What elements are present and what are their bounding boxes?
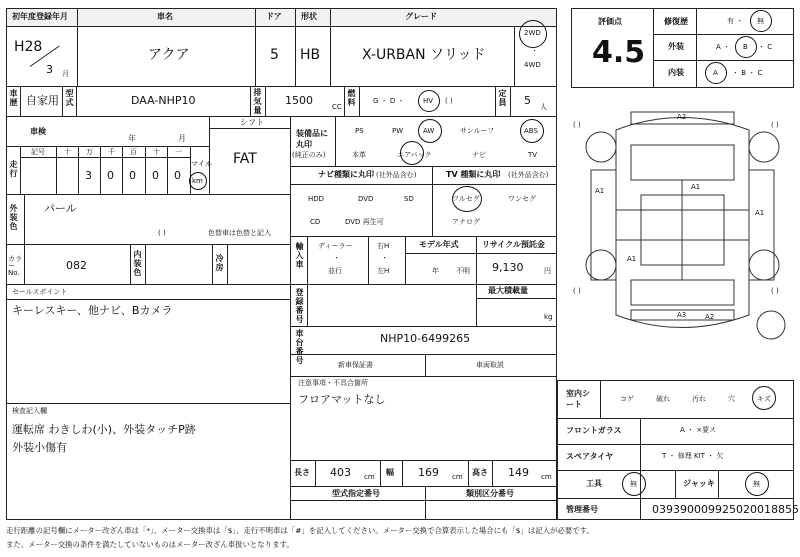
spare-value: T ・ 修理 KIT ・ 欠 bbox=[662, 452, 724, 460]
shaken-month: 月 bbox=[178, 134, 186, 143]
color-label: 外装色 bbox=[9, 204, 18, 231]
equip-aw: AW bbox=[423, 127, 435, 135]
color-note: 色替車は色替と記入 bbox=[208, 229, 271, 237]
score-value: 4.5 bbox=[592, 35, 646, 70]
colorno-label: カラーNo. bbox=[8, 255, 22, 277]
cap-unit: 人 bbox=[540, 103, 547, 111]
usage-label: 車歴 bbox=[9, 89, 18, 107]
fuel-paren: ( ) bbox=[445, 97, 453, 105]
equip-ps: PS bbox=[355, 127, 364, 135]
odo-km: km bbox=[192, 177, 203, 185]
navi-dvd: DVD bbox=[358, 195, 374, 203]
mgmt-value: 039390009925020018855 bbox=[652, 503, 799, 516]
seat-opt-1: 破れ bbox=[656, 395, 670, 403]
drive-2wd: 2WD bbox=[524, 29, 541, 37]
seat-opt-2: 汚れ bbox=[692, 395, 706, 403]
import-dot2: ・ bbox=[381, 254, 388, 262]
equip-tv: TV bbox=[528, 151, 538, 159]
jack-sel: 無 bbox=[753, 480, 760, 488]
diag-mark-0: A2 bbox=[677, 113, 687, 121]
displacement: 1500 bbox=[285, 94, 313, 107]
tv-oneseg: ワンセグ bbox=[508, 195, 536, 203]
shape-label: 形状 bbox=[301, 12, 317, 21]
odo-digit-3: 0 bbox=[152, 169, 159, 182]
usage: 自家用 bbox=[26, 94, 59, 107]
shift: FAT bbox=[233, 151, 257, 167]
tools-label: 工具 bbox=[586, 479, 602, 488]
odo-digit-0: 3 bbox=[85, 169, 92, 182]
import-left-h: 左H bbox=[377, 267, 390, 275]
new-car-warranty: 新車保証書 bbox=[338, 361, 373, 369]
interior-sel: A bbox=[713, 69, 718, 77]
footer-line1: 走行距離の記号欄にメーター改ざん車は「*」、メーター交換車は「$」、走行不明車は「#」を記入してください。メーター交換で合算表示した場合にも「$」は記入が必要です。 bbox=[6, 526, 594, 535]
repair-opts: 有 ・ bbox=[727, 17, 744, 25]
reg-month: 3 bbox=[46, 63, 53, 76]
tv-analog: アナログ bbox=[452, 218, 480, 226]
odo-unit-1: 万 bbox=[86, 148, 93, 156]
tv-fullseg: フルセグ bbox=[452, 195, 480, 203]
class-num-label: 類別区分番号 bbox=[466, 489, 514, 498]
tools-sel: 無 bbox=[630, 480, 637, 488]
inspection-label: 検査記入欄 bbox=[12, 407, 47, 415]
equip-sub: (純正のみ) bbox=[292, 151, 326, 159]
shift-label: シフト bbox=[240, 118, 264, 127]
interior-label: 内装 bbox=[668, 68, 684, 77]
navi-label: ナビ種類に丸印 bbox=[318, 170, 374, 179]
inspection-line1: 運転席 わきしわ(小)、外装タッチP跡 bbox=[12, 423, 196, 436]
model-label: 型式 bbox=[65, 89, 74, 107]
exterior-a: A ・ bbox=[716, 43, 731, 51]
max-load-label: 最大積載量 bbox=[488, 286, 528, 295]
recycle-unit: 円 bbox=[544, 267, 551, 275]
reg-label: 登録番号 bbox=[295, 288, 304, 324]
first-reg-label: 初年度登録年月 bbox=[12, 12, 68, 21]
height-label: 高さ bbox=[472, 468, 488, 477]
import-dot1: ・ bbox=[333, 254, 340, 262]
car-name: アクア bbox=[148, 47, 190, 63]
notes-label: 注意事項・不具合箇所 bbox=[298, 379, 368, 387]
drive-dot: ・ bbox=[531, 47, 538, 55]
selling-label: セールスポイント bbox=[12, 288, 68, 296]
seat-opt-3: 穴 bbox=[728, 395, 735, 403]
fuel-opts: G ・ D ・ bbox=[373, 97, 405, 105]
odo-digit-2: 0 bbox=[129, 169, 136, 182]
car-outline-svg bbox=[571, 100, 794, 380]
diag-mark-6: A1 bbox=[627, 255, 637, 263]
odo-digit-1: 0 bbox=[107, 169, 114, 182]
diag-mark-2: A1 bbox=[691, 183, 701, 191]
type-num-label: 型式指定番号 bbox=[332, 489, 380, 498]
cool-label: 冷房 bbox=[215, 254, 224, 272]
chassis-label: 車台番号 bbox=[295, 329, 304, 365]
fuel-hv: HV bbox=[423, 97, 434, 105]
max-load-kg: kg bbox=[544, 313, 553, 321]
equip-navi: ナビ bbox=[472, 151, 486, 159]
import-right-h: 右H bbox=[377, 242, 390, 250]
navi-hdd: HDD bbox=[308, 195, 325, 203]
exterior-c: ・ C bbox=[758, 43, 773, 51]
drive-4wd: 4WD bbox=[524, 61, 541, 69]
repair-label: 修復歴 bbox=[664, 17, 688, 26]
length-label: 長さ bbox=[294, 468, 310, 477]
odo-marker-label: 記号 bbox=[31, 148, 45, 156]
diag-paren-2: ( ) bbox=[771, 121, 779, 129]
height: 149 bbox=[508, 466, 529, 479]
footer-line2: また、メーター交換の条件を満たしていないものはメーター改ざん車扱いとなります。 bbox=[6, 540, 294, 549]
mgmt-label: 管理番号 bbox=[566, 505, 598, 514]
notes-text: フロアマットなし bbox=[298, 393, 386, 406]
length: 403 bbox=[330, 466, 351, 479]
width: 169 bbox=[418, 466, 439, 479]
import-label: 輸入車 bbox=[295, 242, 304, 269]
interior-rest: ・ B ・ C bbox=[732, 69, 763, 77]
equip-leather: 本革 bbox=[352, 151, 366, 159]
diag-paren-4: ( ) bbox=[771, 287, 779, 295]
recycle-value: 9,130 bbox=[492, 261, 524, 274]
inspection-line2: 外装小傷有 bbox=[12, 441, 67, 454]
grade-label: グレード bbox=[405, 12, 437, 21]
recycle-label: リサイクル預託金 bbox=[482, 240, 545, 249]
navi-dvdplay: DVD 再生可 bbox=[345, 218, 384, 226]
diag-mark-1: A1 bbox=[595, 187, 605, 195]
jack-label: ジャッキ bbox=[683, 479, 715, 488]
cc-unit: CC bbox=[332, 103, 342, 111]
cap-label: 定員 bbox=[498, 89, 507, 107]
model: DAA-NHP10 bbox=[131, 94, 196, 107]
glass-label: フロントガラス bbox=[566, 426, 622, 435]
equip-airbag: エアバック bbox=[397, 151, 432, 159]
door-label: ドア bbox=[266, 12, 282, 21]
vehicle-manual: 車両取説 bbox=[476, 361, 504, 369]
equip-pw: PW bbox=[392, 127, 404, 135]
shaken-year: 年 bbox=[128, 134, 136, 143]
length-unit: cm bbox=[364, 473, 375, 481]
reg-month-unit: 月 bbox=[62, 70, 69, 78]
odo-unit-4: 十 bbox=[153, 148, 160, 156]
import-parallel: 並行 bbox=[328, 267, 342, 275]
spare-label: スペアタイヤ bbox=[566, 452, 614, 461]
navi-cd: CD bbox=[310, 218, 321, 226]
chassis-value: NHP10-6499265 bbox=[380, 332, 471, 345]
odo-unit-0: 十 bbox=[64, 148, 71, 156]
color-paren: ( ) bbox=[158, 229, 166, 237]
equip-label: 装備品に丸印 bbox=[296, 129, 328, 149]
diag-mark-4: A2 bbox=[705, 313, 715, 321]
car-name-label: 車名 bbox=[157, 12, 173, 21]
color-value: パール bbox=[44, 202, 77, 215]
model-year-unknown: 不明 bbox=[456, 267, 470, 275]
diag-paren-3: ( ) bbox=[573, 287, 581, 295]
reg-era: H28 bbox=[14, 39, 43, 55]
main-sheet bbox=[6, 8, 557, 520]
exterior-sel: B bbox=[743, 43, 748, 51]
equip-abs: ABS bbox=[524, 127, 538, 135]
glass-value: A ・ ×要ス bbox=[680, 426, 717, 434]
diag-paren-1: ( ) bbox=[573, 121, 581, 129]
selling-text: キーレスキー、他ナビ、Bカメラ bbox=[12, 304, 173, 317]
shape: HB bbox=[300, 47, 321, 63]
diag-mark-3: A1 bbox=[755, 209, 765, 217]
import-dealer: ディーラー bbox=[318, 242, 353, 250]
seat-sel: キズ bbox=[757, 395, 771, 403]
shaken-label: 車検 bbox=[30, 127, 46, 136]
exterior-label: 外装 bbox=[668, 42, 684, 51]
navi-sd: SD bbox=[404, 195, 414, 203]
odo-unit-3: 百 bbox=[130, 148, 137, 156]
grade: X-URBAN ソリッド bbox=[362, 47, 486, 63]
navi-sub: (社外品含む) bbox=[376, 171, 417, 179]
width-label: 幅 bbox=[386, 468, 394, 477]
fuel-label: 燃料 bbox=[347, 89, 356, 107]
capacity: 5 bbox=[524, 94, 531, 107]
model-year-unit: 年 bbox=[432, 267, 439, 275]
odo-unit-5: 一 bbox=[175, 148, 182, 156]
odo-label: 走行 bbox=[9, 160, 18, 178]
car-diagram bbox=[571, 100, 794, 380]
seat-opt-0: コゲ bbox=[620, 395, 634, 403]
odo-mile: マイル bbox=[191, 160, 212, 168]
odo-digit-4: 0 bbox=[174, 169, 181, 182]
diag-mark-5: A3 bbox=[677, 311, 687, 319]
interior-seat-label: 室内シート bbox=[566, 389, 590, 409]
tv-sub: (社外品含む) bbox=[508, 171, 549, 179]
colorno-value: 082 bbox=[66, 259, 87, 272]
tv-label: TV 種類に丸印 bbox=[446, 170, 501, 179]
disp-label: 排気量 bbox=[253, 88, 262, 115]
model-year-label: モデル年式 bbox=[419, 240, 459, 249]
interior-color-label: 内装色 bbox=[133, 250, 142, 277]
doors: 5 bbox=[270, 47, 279, 63]
odo-unit-2: 千 bbox=[108, 148, 115, 156]
width-unit: cm bbox=[452, 473, 463, 481]
height-unit: cm bbox=[541, 473, 552, 481]
equip-sunroof: サンルーフ bbox=[460, 127, 495, 135]
repair-sel: 無 bbox=[757, 17, 764, 25]
score-label: 評価点 bbox=[598, 17, 622, 26]
